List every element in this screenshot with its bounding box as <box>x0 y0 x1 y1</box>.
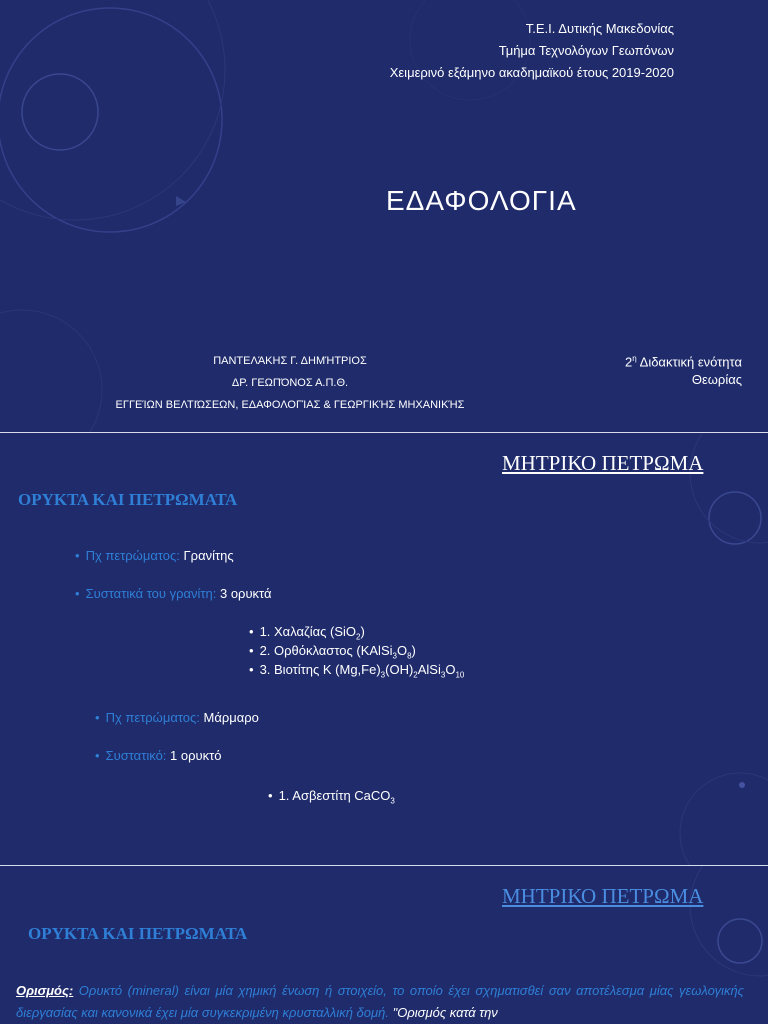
bullet-label: Συστατικά του γρανίτη: <box>85 586 220 601</box>
definition-term: Ορισμός: <box>16 983 74 998</box>
unit-number: 2 <box>625 354 633 370</box>
bullet-dot: • <box>75 586 80 601</box>
bullet-label: Πχ πετρώματος: <box>85 548 184 563</box>
slide-title: ΜΗΤΡΙΚΟ ΠΕΤΡΩΜΑ <box>502 884 704 908</box>
title-slide <box>0 0 768 432</box>
bullet-value: Γρανίτης <box>183 548 234 563</box>
bullet-dot: • <box>75 548 80 563</box>
content-slide-minerals <box>0 433 768 865</box>
bullet-value: 3 ορυκτά <box>219 586 272 601</box>
slide-subtitle: ΟΡΥΚΤΑ ΚΑΙ ΠΕΤΡΩΜΑΤΑ <box>28 924 248 943</box>
bullet-rock-example <box>75 548 234 563</box>
author-field: ΕΓΓΕΊΩΝ ΒΕΛΤΙΏΣΕΩΝ, ΕΔΑΦΟΛΟΓΊΑΣ & ΓΕΩΡΓΙΚΉΣ ΜΗΧΑΝΙΚΉΣ <box>115 399 465 411</box>
bullet-label: Πχ πετρώματος: <box>105 710 204 725</box>
teaching-unit <box>625 350 742 389</box>
unit-text: Διδακτική ενότητα <box>636 354 742 370</box>
course-title: ΕΔΑΦΟΛΟΓΙΑ <box>386 185 577 216</box>
slide-title: ΜΗΤΡΙΚΟ ΠΕΤΡΩΜΑ <box>502 451 704 475</box>
semester-info: Χειμερινό εξάμηνο ακαδημαϊκού έτους 2019-2020 <box>389 65 674 80</box>
bullet-value: Μάρμαρο <box>203 710 259 725</box>
definition-body: Ορυκτό (mineral) είναι μία χημική ένωση ή στοιχείο, το οποίο έχει σχηματισθεί σαν αποτέλεσμα μίας γεωλογικής διεργασίας και κανονικά έχει μία συγκεκριμένη κρυσταλλική δομή. <box>16 983 744 1020</box>
bullet-label: Συστατικό: <box>105 748 171 763</box>
definition-paragraph <box>16 980 744 1024</box>
mineral-item-orthoclase: • 2. Ορθόκλαστος $(KAlSi_3O_8)$ <box>249 643 416 661</box>
bullet-rock-example-2 <box>95 710 259 725</box>
unit-superscript: η <box>632 354 637 363</box>
definition-tail: "Ορισμός κατά την <box>392 1005 498 1020</box>
unit-type: Θεωρίας <box>691 372 742 388</box>
mineral-item-calcite: • 1. Ασβεστίτη CaCO$_3$ <box>268 788 395 806</box>
content-slide-definition <box>0 866 768 1024</box>
mineral-item-biotite: • 3. Βιοτίτης K $(Mg,Fe)_3(OH)_2AlSi_3O_{10}$ <box>249 662 465 680</box>
institution-name: Τ.Ε.Ι. Δυτικής Μακεδονίας <box>525 21 674 36</box>
author-name: ΠΑΝΤΕΛΆΚΗΣ Γ. ΔΗΜΉΤΡΙΟΣ <box>213 355 367 367</box>
institution-info <box>390 18 674 84</box>
bullet-granite-components <box>75 586 272 601</box>
department-name: Τμήμα Τεχνολόγων Γεωπόνων <box>498 43 674 58</box>
slide-subtitle: ΟΡΥΚΤΑ ΚΑΙ ΠΕΤΡΩΜΑΤΑ <box>18 490 238 509</box>
mineral-item-quartz: • 1. Χαλαζίας (SiO$_2$) <box>249 624 365 642</box>
bullet-marble-components <box>95 748 221 763</box>
bullet-dot: • <box>95 748 100 763</box>
bullet-dot: • <box>95 710 100 725</box>
author-block <box>110 350 470 416</box>
author-degree: ΔΡ. ΓΕΩΠΌΝΟΣ Α.Π.Θ. <box>231 377 349 389</box>
bullet-value: 1 ορυκτό <box>170 748 222 763</box>
